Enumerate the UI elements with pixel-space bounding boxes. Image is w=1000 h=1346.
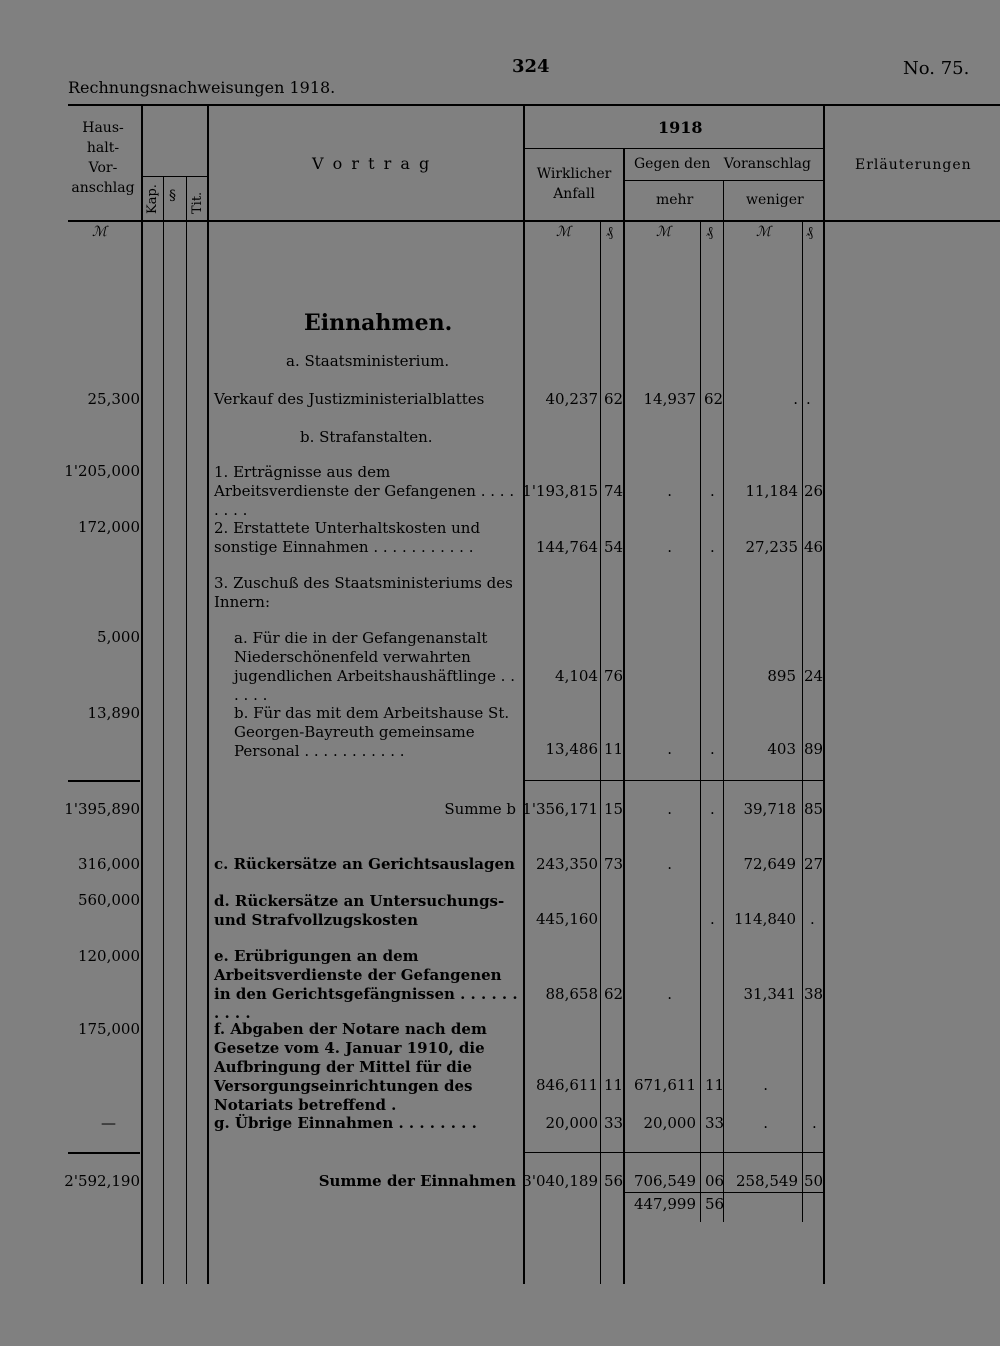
anfall-pf: 54 <box>604 538 624 556</box>
weniger-mark: . <box>763 1076 768 1094</box>
row-text: Verkauf des Justizministerialblattes <box>214 390 485 408</box>
anfall-mark: 1'193,815 <box>522 482 598 500</box>
col-header-kap: Kap. <box>145 184 160 214</box>
budget-cell: 1'205,000 <box>64 462 140 480</box>
col-divider-erlaeuterungen <box>823 104 825 1284</box>
col-divider-mehr-pf <box>700 222 701 1222</box>
weniger-mark: 895 <box>767 667 796 685</box>
anfall-mark: 13,486 <box>545 740 598 758</box>
unit-pf-anfall: ₰ <box>606 224 613 240</box>
row-text: Summe der Einnahmen <box>318 1172 516 1190</box>
unit-pf-weniger: ₰ <box>806 224 813 240</box>
col-header-haushalt: Haus- halt- Vor- anschlag <box>71 120 135 196</box>
col-divider-vortrag <box>523 104 525 1284</box>
weniger-pf: 50 <box>804 1172 824 1190</box>
anfall-pf: 56 <box>604 1172 624 1190</box>
col-divider-tit <box>207 104 209 1284</box>
weniger-mark: 11,184 <box>745 482 798 500</box>
difference-mark: 447,999 <box>633 1195 696 1213</box>
col-header-mehr: mehr <box>656 192 694 208</box>
col-divider-budget <box>141 104 143 1284</box>
anfall-pf: 33 <box>604 1114 624 1132</box>
col-divider-par <box>186 176 187 1284</box>
col-divider-weniger-pf <box>802 222 803 1222</box>
weniger-mark: 31,341 <box>743 985 796 1003</box>
row-text: 1. Erträgnisse aus dem Arbeitsverdienste der Gefangenen . . . . . . . . <box>214 463 515 519</box>
anfall-pf: 74 <box>604 482 624 500</box>
anfall-pf: 62 <box>604 390 624 408</box>
weniger-pf: 27 <box>804 855 824 873</box>
unit-mark-mehr: ℳ <box>656 224 671 240</box>
weniger-mark: 72,649 <box>743 855 796 873</box>
weniger-pf: 89 <box>804 740 824 758</box>
weniger-pf: . <box>806 390 811 408</box>
mehr-pf: 33 <box>705 1114 725 1132</box>
row-text: e. Erübrigungen an dem Arbeitsverdienste der Gefangenen in den Gerichtsgefängnissen . . . . . . . . . . <box>214 947 518 1022</box>
difference-rule <box>624 1192 824 1193</box>
document-header-left: Rechnungsnachweisungen 1918. <box>68 78 336 97</box>
mehr-pf: 11 <box>705 1076 725 1094</box>
weniger-mark: . <box>763 1114 768 1132</box>
anfall-mark: 3'040,189 <box>522 1172 598 1190</box>
mehr-pf: . <box>710 800 715 818</box>
row-text: f. Abgaben der Notare nach dem Gesetze vom 4. Januar 1910, die Aufbringung der Mittel für die Versorgungseinrichtungen des Notariats betreffend . <box>214 1020 487 1114</box>
row-text: c. Rückersätze an Gerichtsauslagen <box>214 855 515 873</box>
total-rule <box>524 1152 824 1153</box>
weniger-mark: 258,549 <box>735 1172 798 1190</box>
weniger-pf: 85 <box>804 800 824 818</box>
weniger-pf: 46 <box>804 538 824 556</box>
mehr-mark: . <box>667 855 672 873</box>
row-text: a. Für die in der Gefangenanstalt Niederschönenfeld verwahrten jugendlichen Arbeitshaushäftlinge . . . . . . <box>234 629 515 704</box>
budget-cell: 316,000 <box>77 855 140 873</box>
anfall-mark: 846,611 <box>535 1076 598 1094</box>
col-header-gegen-voranschlag: Gegen den Voranschlag <box>634 156 811 172</box>
mehr-mark: . <box>667 985 672 1003</box>
weniger-pf: 24 <box>804 667 824 685</box>
weniger-pf: . <box>812 1114 817 1132</box>
anfall-pf: 11 <box>604 1076 624 1094</box>
mehr-mark: . <box>667 800 672 818</box>
unit-mark-budget: ℳ <box>92 224 107 240</box>
col-divider-anfall-pf <box>600 222 601 1284</box>
weniger-mark: 114,840 <box>733 910 796 928</box>
row-text: d. Rückersätze an Untersuchungs- und Strafvollzugskosten <box>214 892 505 929</box>
mehr-pf: 62 <box>704 390 724 408</box>
mehr-mark: 20,000 <box>643 1114 696 1132</box>
row-text: 3. Zuschuß des Staatsministeriums des Innern: <box>214 574 513 611</box>
anfall-mark: 4,104 <box>555 667 598 685</box>
section-heading-a: a. Staatsministerium. <box>286 352 450 370</box>
difference-pf: 56 <box>705 1195 725 1213</box>
weniger-pf: 38 <box>804 985 824 1003</box>
anfall-mark: 1'356,171 <box>522 800 598 818</box>
weniger-pf: 26 <box>804 482 824 500</box>
col-header-par: § <box>169 188 176 204</box>
weniger-mark: 403 <box>767 740 796 758</box>
subtotal-rule <box>524 780 824 781</box>
section-heading-einnahmen: Einnahmen. <box>304 310 453 336</box>
weniger-pf: . <box>810 910 815 928</box>
section-heading-b: b. Strafanstalten. <box>300 428 433 446</box>
mehr-pf: . <box>710 482 715 500</box>
document-number: No. 75. <box>903 58 970 79</box>
anfall-pf: 73 <box>604 855 624 873</box>
anfall-mark: 144,764 <box>535 538 598 556</box>
mehr-mark: 671,611 <box>633 1076 696 1094</box>
year-rule <box>524 148 824 149</box>
anfall-mark: 445,160 <box>535 910 598 928</box>
subtotal-rule <box>68 780 140 782</box>
kap-rule <box>142 176 208 177</box>
row-text: 2. Erstattete Unterhaltskosten und sonstige Einnahmen . . . . . . . . . . . <box>214 519 481 556</box>
mehr-mark: . <box>667 740 672 758</box>
mehr-mark: . <box>667 482 672 500</box>
weniger-mark: 27,235 <box>745 538 798 556</box>
row-text: Summe b <box>444 800 516 818</box>
budget-cell: 5,000 <box>97 628 140 646</box>
anfall-pf: 15 <box>604 800 624 818</box>
col-header-vortrag: V o r t r a g <box>312 154 432 173</box>
unit-pf-mehr: ₰ <box>706 224 713 240</box>
col-header-tit: Tit. <box>190 191 205 214</box>
anfall-pf: 76 <box>604 667 624 685</box>
col-header-erlaeuterungen: Erläuterungen <box>855 157 972 173</box>
weniger-mark: 39,718 <box>743 800 796 818</box>
row-text: g. Übrige Einnahmen . . . . . . . . <box>214 1114 477 1132</box>
col-divider-kap <box>163 176 164 1284</box>
weniger-mark: . <box>793 390 798 408</box>
mehr-mark: . <box>667 538 672 556</box>
unit-mark-anfall: ℳ <box>556 224 571 240</box>
anfall-mark: 243,350 <box>535 855 598 873</box>
budget-cell: 1'395,890 <box>64 800 140 818</box>
budget-cell: 172,000 <box>77 518 140 536</box>
mehr-mark: 706,549 <box>633 1172 696 1190</box>
anfall-mark: 88,658 <box>545 985 598 1003</box>
mehr-pf: 06 <box>705 1172 725 1190</box>
anfall-mark: 40,237 <box>545 390 598 408</box>
gegen-rule <box>624 180 824 181</box>
budget-cell: 13,890 <box>87 704 140 722</box>
budget-cell: 120,000 <box>77 947 140 965</box>
anfall-mark: 20,000 <box>545 1114 598 1132</box>
page-number: 324 <box>512 56 550 77</box>
unit-mark-weniger: ℳ <box>756 224 771 240</box>
anfall-pf: 11 <box>604 740 624 758</box>
col-header-wirklicher-anfall: Wirklicher Anfall <box>536 166 612 202</box>
row-text: b. Für das mit dem Arbeitshause St. Georgen-Bayreuth gemeinsame Personal . . . . . . . . . . . <box>234 704 510 760</box>
col-divider-weniger <box>723 180 724 1222</box>
budget-cell: 2'592,190 <box>64 1172 140 1190</box>
mehr-pf: . <box>710 910 715 928</box>
total-rule <box>68 1152 140 1154</box>
budget-cell: 560,000 <box>77 891 140 909</box>
budget-cell: — <box>101 1114 116 1132</box>
col-header-weniger: weniger <box>746 192 804 208</box>
mehr-pf: . <box>710 538 715 556</box>
mehr-mark: 14,937 <box>643 390 696 408</box>
mehr-pf: . <box>710 740 715 758</box>
budget-cell: 25,300 <box>87 390 140 408</box>
budget-cell: 175,000 <box>77 1020 140 1038</box>
col-header-year: 1918 <box>658 118 703 137</box>
anfall-pf: 62 <box>604 985 624 1003</box>
